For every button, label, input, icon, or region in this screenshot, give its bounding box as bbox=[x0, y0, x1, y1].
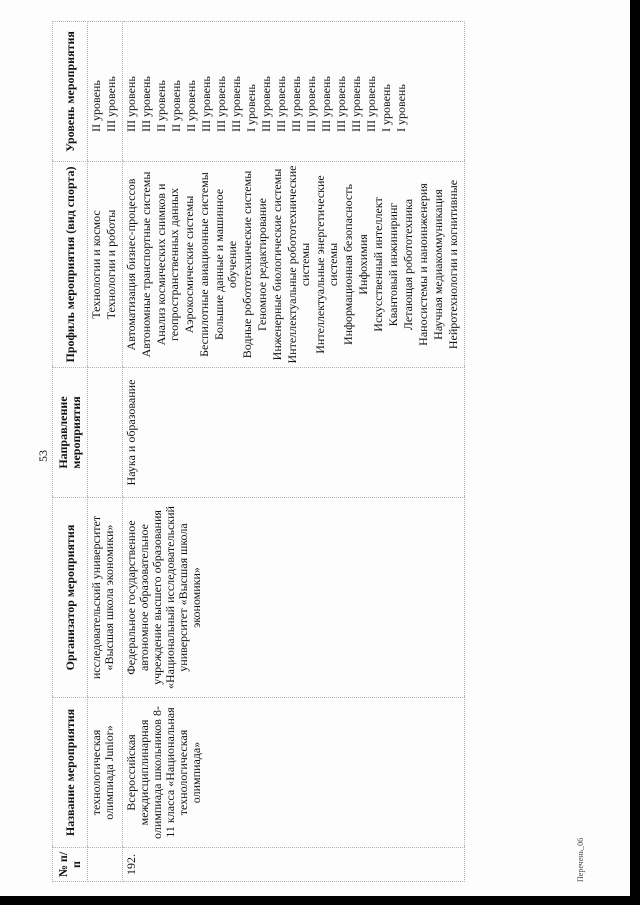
row-dir: Наука и образование bbox=[123, 368, 465, 498]
level-item: I уровень bbox=[379, 84, 393, 132]
table-header-row bbox=[53, 22, 88, 882]
header-num: № п/п bbox=[53, 848, 88, 882]
level-item: III уровень bbox=[124, 76, 138, 132]
scan-edge bbox=[0, 896, 640, 905]
level-item: III уровень bbox=[334, 76, 348, 132]
level-item: III уровень bbox=[289, 76, 303, 132]
rotated-document bbox=[36, 22, 596, 882]
header-lvl: Уровень мероприятия bbox=[53, 22, 88, 162]
profile-item: Геномное редактирование bbox=[255, 198, 269, 331]
profile-item: Водные робототехнические системы bbox=[240, 170, 254, 359]
profile-item: Наносистемы и наноинженерия bbox=[416, 183, 430, 346]
prev-org: исследовательский университет «Высшая школа экономики» bbox=[88, 498, 123, 698]
profile-item: Квантовый инжиниринг bbox=[386, 202, 400, 327]
profile-item: Инженерные биологические системы bbox=[270, 168, 284, 361]
page-number: 53 bbox=[36, 450, 50, 462]
profile-item: Информационная безопасность bbox=[341, 184, 355, 345]
level-item: II уровень bbox=[184, 80, 198, 132]
level-item: I уровень bbox=[394, 84, 408, 132]
level-item: III уровень bbox=[259, 76, 273, 132]
level-item: III уровень bbox=[349, 76, 363, 132]
row-profiles bbox=[123, 162, 465, 368]
profile-item: Большие данные и машинное обучение bbox=[212, 188, 239, 341]
footer-label: Перечень_06 bbox=[576, 837, 585, 882]
level-item: III уровень bbox=[214, 76, 228, 132]
profile-item: Научная медиакоммуникация bbox=[431, 189, 445, 340]
header-org: Организатор мероприятия bbox=[53, 498, 88, 698]
table-row bbox=[123, 22, 465, 882]
profile-item: Интеллектуальные энергетические системы bbox=[313, 175, 340, 354]
level-item: III уровень bbox=[139, 76, 153, 132]
header-prof: Профиль мероприятия (вид спорта) bbox=[53, 162, 88, 368]
profile-item: Автоматизация бизнес-процессов bbox=[124, 178, 138, 351]
row-levels bbox=[123, 22, 465, 162]
profile-item: Нейротехнологии и когнитивные bbox=[446, 179, 460, 350]
prev-name: технологическая олимпиада Junior» bbox=[88, 698, 123, 848]
profile-item: Автономные транспортные системы bbox=[139, 171, 153, 358]
prev-profiles bbox=[88, 162, 123, 368]
level-item: II уровень bbox=[169, 80, 183, 132]
profile-item: Интеллектуальные робототехнические системы bbox=[285, 165, 312, 364]
scan-edge bbox=[630, 0, 640, 905]
level-item: III уровень bbox=[319, 76, 333, 132]
level-item: III уровень bbox=[364, 76, 378, 132]
row-num: 192. bbox=[123, 848, 465, 882]
profile-item: Летающая робототехника bbox=[401, 198, 415, 331]
profile-item: Технологии и роботы bbox=[104, 209, 118, 320]
level-item: II уровень bbox=[154, 80, 168, 132]
profile-item: Беспилотные авиационные системы bbox=[197, 172, 211, 357]
table-row bbox=[88, 22, 123, 882]
level-item: III уровень bbox=[229, 76, 243, 132]
level-item: III уровень bbox=[304, 76, 318, 132]
prev-levels bbox=[88, 22, 123, 162]
level-item: III уровень bbox=[104, 76, 118, 132]
profile-item: Технологии и космос bbox=[89, 210, 103, 319]
header-dir: Направление мероприятия bbox=[53, 368, 88, 498]
level-item: III уровень bbox=[199, 76, 213, 132]
level-item: III уровень bbox=[274, 76, 288, 132]
profile-item: Аэрокосмические системы bbox=[182, 195, 196, 334]
profile-item: Искусственный интеллект bbox=[371, 197, 385, 332]
profile-item: Инфохимия bbox=[356, 234, 370, 295]
header-name: Название мероприятия bbox=[53, 698, 88, 848]
prev-dir bbox=[88, 368, 123, 498]
row-name: Всероссийская междисциплинарная олимпиада школьников 8-11 класса «Национальная технологическая олимпиада» bbox=[123, 698, 465, 848]
row-org: Федеральное государственное автономное образовательное учреждение высшего образования «Национальный исследовательский университет «Высшая школа экономики» bbox=[123, 498, 465, 698]
level-item: I уровень bbox=[244, 84, 258, 132]
events-table bbox=[52, 21, 465, 882]
level-item: II уровень bbox=[89, 80, 103, 132]
profile-item: Анализ космических снимков и геопространственных данных bbox=[154, 183, 181, 346]
prev-num bbox=[88, 848, 123, 882]
